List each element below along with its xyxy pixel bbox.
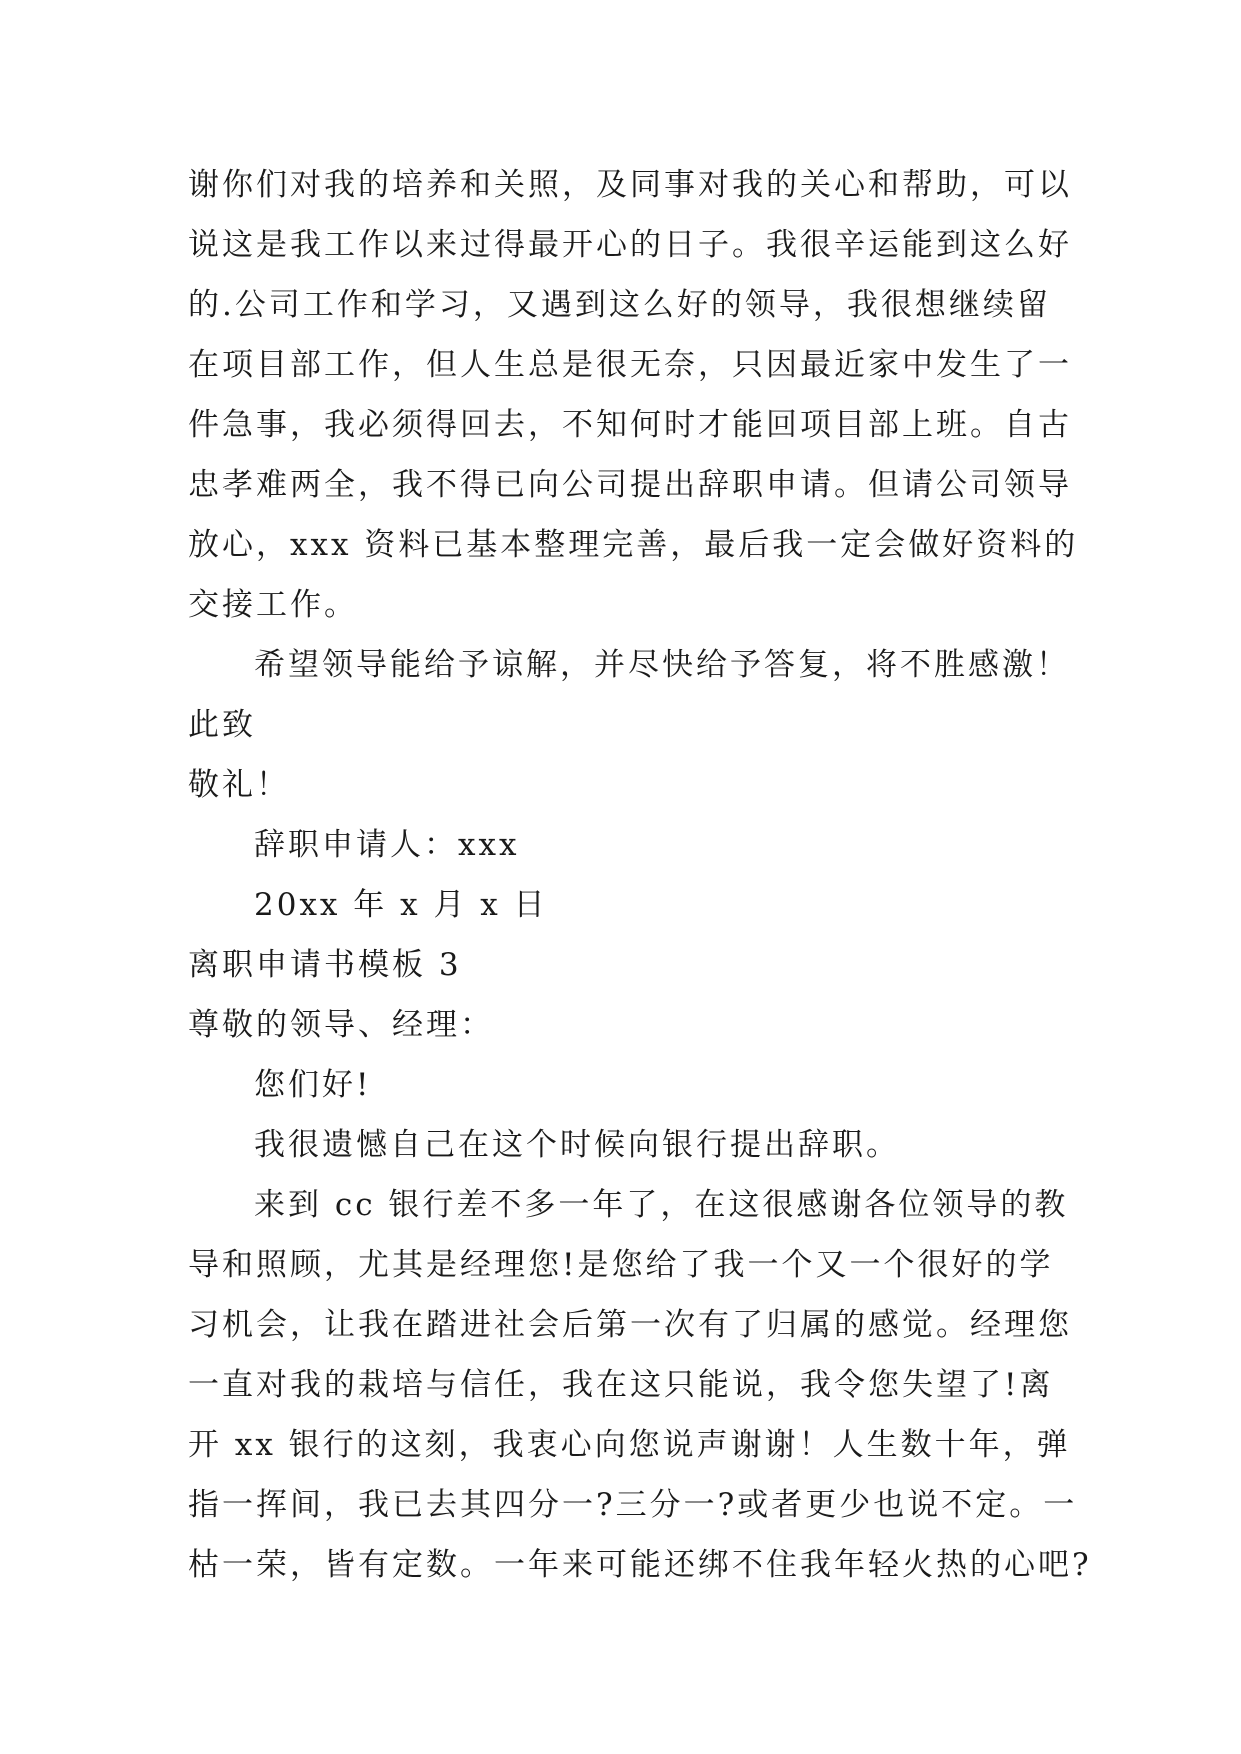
text-line: 枯一荣，皆有定数。一年来可能还绑不住我年轻火热的心吧?: [188, 1547, 1092, 1583]
text-line: 忠孝难两全，我不得已向公司提出辞职申请。但请公司领导: [188, 467, 1072, 503]
text-line: 导和照顾，尤其是经理您!是您给了我一个又一个很好的学: [188, 1247, 1054, 1283]
text-line: 来到 cc 银行差不多一年了，在这很感谢各位领导的教: [254, 1187, 1069, 1223]
text-line: 我很遗憾自己在这个时候向银行提出辞职。: [254, 1127, 900, 1163]
text-line: 辞职申请人：xxx: [254, 827, 520, 863]
text-line: 放心，xxx 资料已基本整理完善，最后我一定会做好资料的: [188, 527, 1079, 563]
text-line: 件急事，我必须得回去，不知何时才能回项目部上班。自古: [188, 407, 1072, 443]
text-line: 谢你们对我的培养和关照，及同事对我的关心和帮助，可以: [188, 167, 1072, 203]
text-line: 您们好!: [254, 1067, 372, 1103]
text-line: 的.公司工作和学习，又遇到这么好的领导，我很想继续留: [188, 287, 1051, 323]
text-line: 一直对我的栽培与信任，我在这只能说，我令您失望了!离: [188, 1367, 1054, 1403]
text-line: 习机会，让我在踏进社会后第一次有了归属的感觉。经理您: [188, 1307, 1072, 1343]
text-line: 在项目部工作，但人生总是很无奈，只因最近家中发生了一: [188, 347, 1072, 383]
text-line: 离职申请书模板 3: [188, 947, 462, 983]
text-line: 尊敬的领导、经理：: [188, 1007, 494, 1043]
text-line: 交接工作。: [188, 587, 358, 623]
text-line: 此致: [188, 707, 256, 743]
text-line: 希望领导能给予谅解，并尽快给予答复，将不胜感激！: [254, 647, 1070, 683]
text-line: 20xx 年 x 月 x 日: [254, 887, 548, 923]
text-line: 敬礼！: [188, 767, 290, 803]
text-line: 指一挥间，我已去其四分一?三分一?或者更少也说不定。一: [188, 1487, 1078, 1523]
text-line: 说这是我工作以来过得最开心的日子。我很辛运能到这么好: [188, 227, 1072, 263]
document-body: [188, 155, 1092, 1595]
text-line: 开 xx 银行的这刻，我衷心向您说声谢谢！人生数十年，弹: [188, 1427, 1071, 1463]
